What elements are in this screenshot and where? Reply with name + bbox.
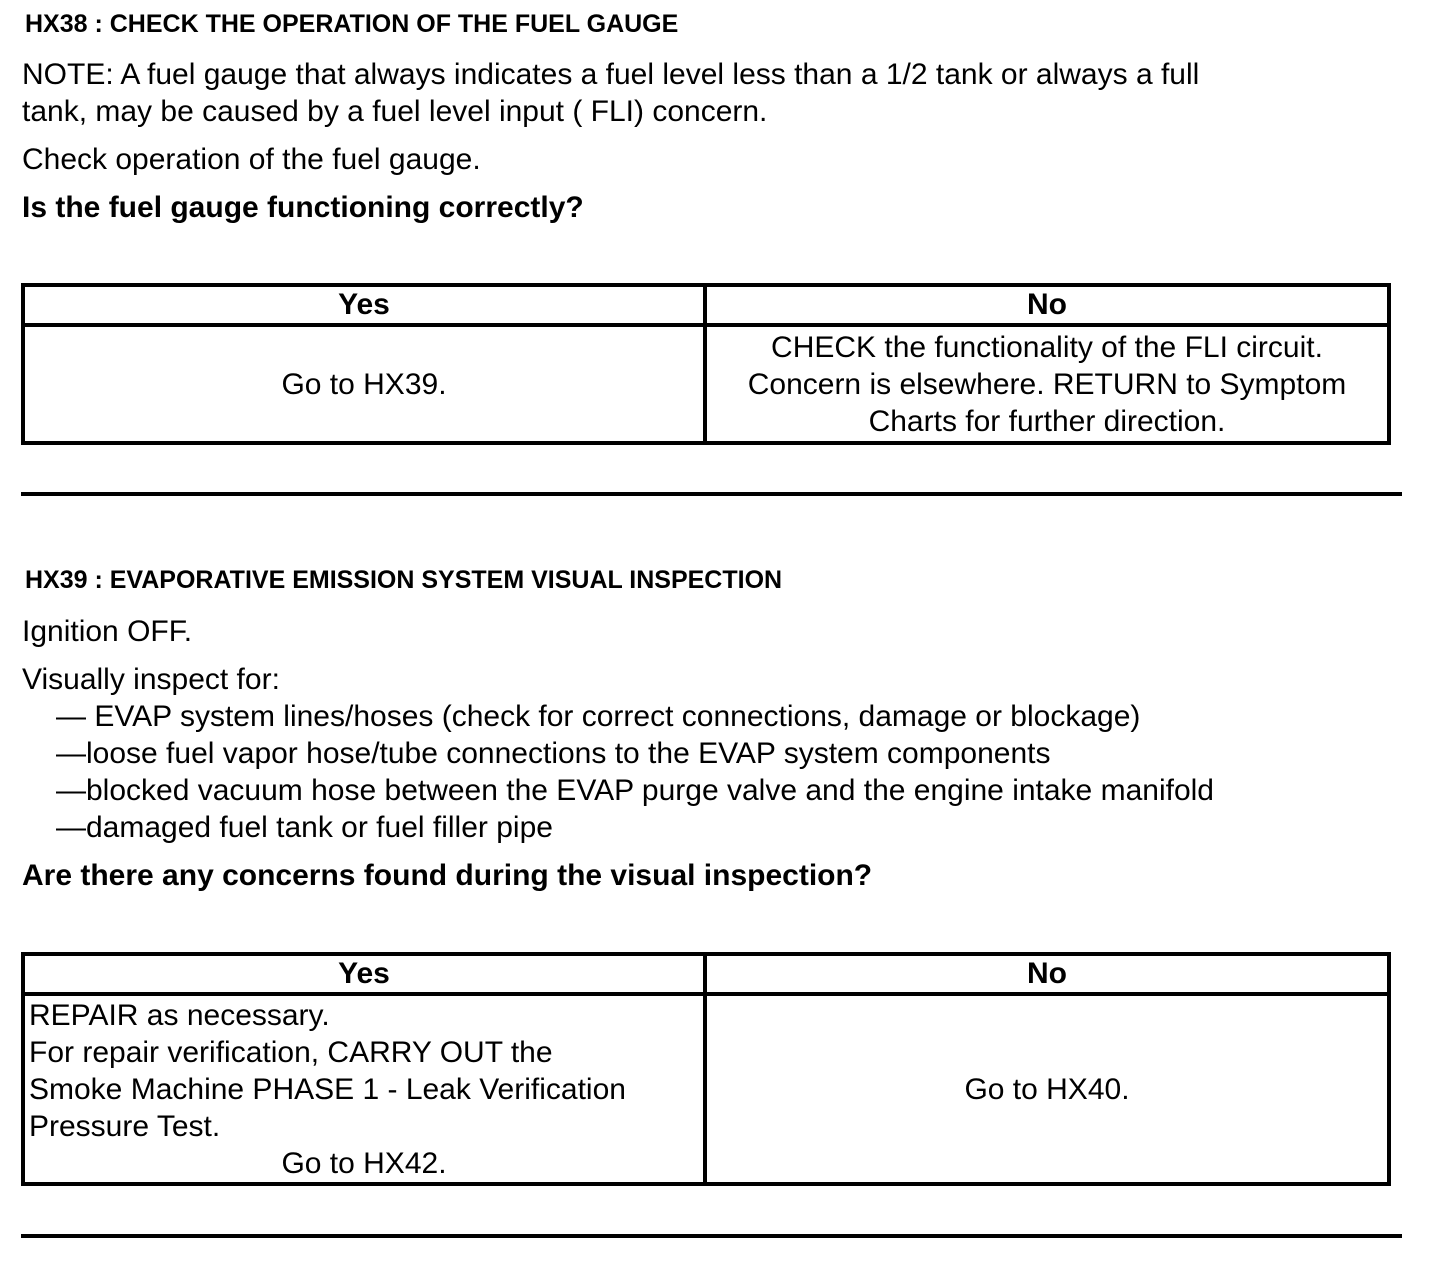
decision-table-hx39 [21,952,1391,1186]
no-line-3: Charts for further direction. [868,404,1226,438]
yes-header: Yes [23,285,705,325]
no-cell [705,994,1389,1184]
list-item: —damaged fuel tank or fuel filler pipe [56,811,553,844]
table-header-row [23,954,1389,994]
yes-line-4: Pressure Test. [29,1109,221,1143]
section-heading-hx38: HX38 : CHECK THE OPERATION OF THE FUEL GAUGE [25,10,679,38]
section-divider [21,1234,1402,1238]
section-heading-hx39: HX39 : EVAPORATIVE EMISSION SYSTEM VISUAL INSPECTION [25,566,783,594]
yes-goto-text: Go to HX42. [281,1146,447,1180]
yes-cell [23,994,705,1184]
table-row [23,994,1389,1184]
table-row [23,325,1389,443]
question-text: Are there any concerns found during the visual inspection? [22,859,873,892]
list-item: —loose fuel vapor hose/tube connections to the EVAP system components [56,737,1051,770]
note-text [22,56,1199,130]
instruction-text: Check operation of the fuel gauge. [22,143,481,176]
yes-line-1: REPAIR as necessary. [29,998,330,1032]
no-line-2: Concern is elsewhere. RETURN to Symptom [747,367,1347,401]
note-line-2: tank, may be caused by a fuel level input ( FLI) concern. [22,95,768,128]
ignition-instruction: Ignition OFF. [22,615,193,648]
question-text: Is the fuel gauge functioning correctly? [22,191,584,224]
yes-cell [23,325,705,443]
yes-line-2: For repair verification, CARRY OUT the [29,1035,553,1069]
yes-line-3: Smoke Machine PHASE 1 - Leak Verification [29,1072,626,1106]
list-item: — EVAP system lines/hoses (check for correct connections, damage or blockage) [56,700,1141,733]
list-item: —blocked vacuum hose between the EVAP purge valve and the engine intake manifold [56,774,1214,807]
no-header: No [705,954,1389,994]
note-line-1: NOTE: A fuel gauge that always indicates a fuel level less than a 1/2 tank or always a full [22,58,1200,91]
no-header: No [705,285,1389,325]
inspect-instruction: Visually inspect for: [22,663,280,696]
no-line-1: CHECK the functionality of the FLI circuit. [771,330,1323,364]
decision-table-hx38 [21,283,1391,445]
yes-header: Yes [23,954,705,994]
no-goto-text: Go to HX40. [964,1072,1130,1106]
yes-goto-text: Go to HX39. [281,367,447,401]
inspect-list [56,698,1214,846]
table-header-row [23,285,1389,325]
no-cell [705,325,1389,443]
section-divider [21,492,1402,496]
